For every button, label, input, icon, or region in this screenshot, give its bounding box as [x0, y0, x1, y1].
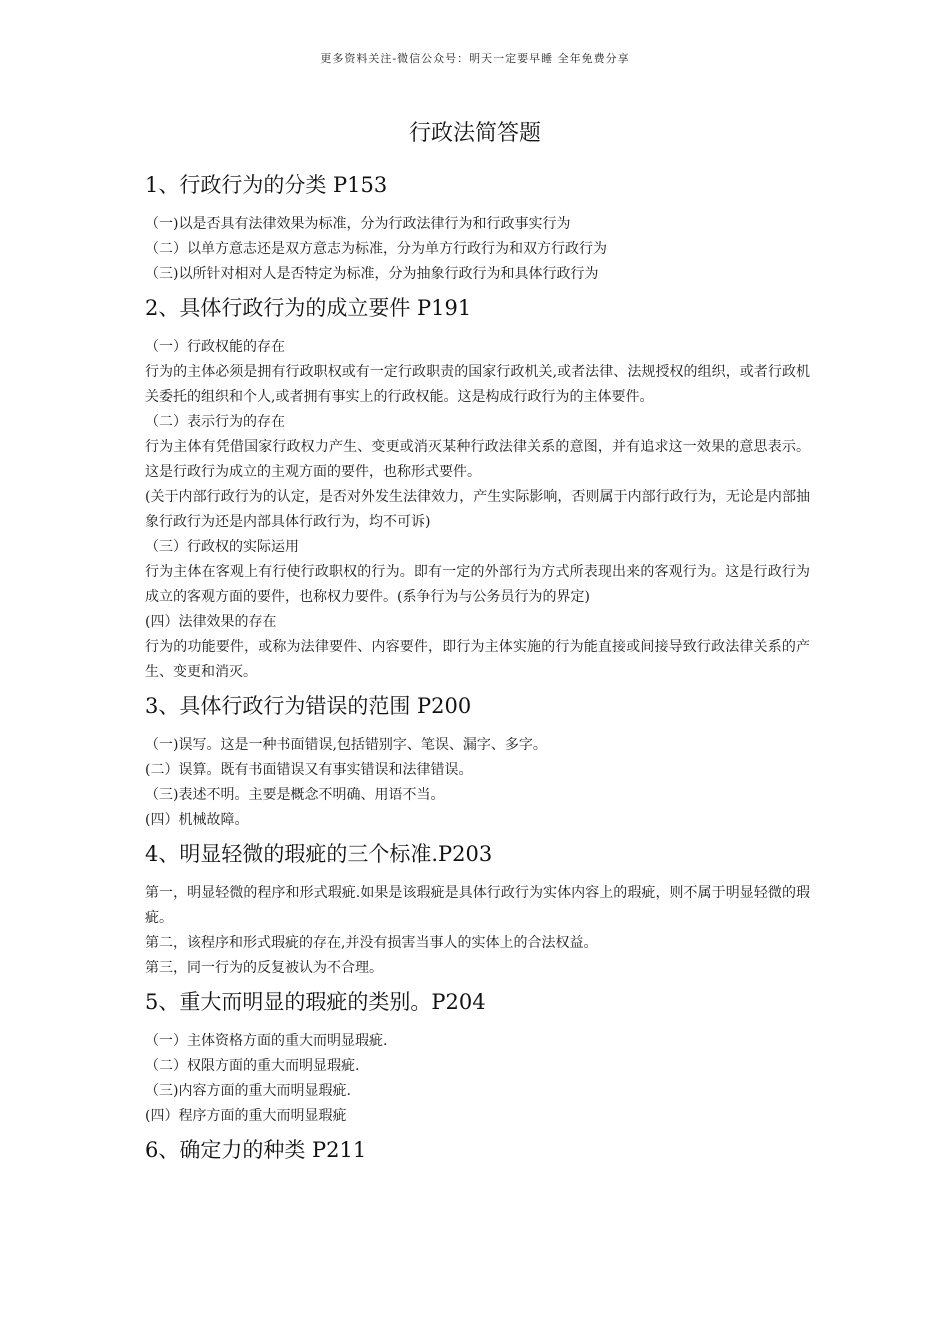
text-line: （一)以是否具有法律效果为标准，分为行政法律行为和行政事实行为 — [145, 216, 571, 232]
subheading: （三）行政权的实际运用 — [145, 539, 299, 555]
section-5 — [145, 985, 810, 1129]
paragraph: 行为主体有凭借国家行政权力产生、变更或消灭某种行政法律关系的意图，并有追求这一效果的意思表示。这是行政行为成立的主观方面的要件，也称形式要件。 — [145, 439, 810, 480]
text-line: (二）误算。既有书面错误又有事实错误和法律错误。 — [145, 762, 473, 778]
section-heading: 6、确定力的种类 P211 — [145, 1138, 367, 1162]
section-heading: 1、行政行为的分类 P153 — [145, 173, 388, 197]
text-line: (四）机械故障。 — [145, 812, 249, 828]
section-heading: 2、具体行政行为的成立要件 P191 — [145, 296, 472, 320]
text-line: 第三，同一行为的反复被认为不合理。 — [145, 960, 383, 976]
paragraph: 行为主体在客观上有行使行政职权的行为。即有一定的外部行为方式所表现出来的客观行为。这是行政行为成立的客观方面的要件，也称权力要件。(系争行为与公务员行为的界定) — [145, 564, 810, 605]
text-line: 第二，该程序和形式瑕疵的存在,并没有损害当事人的实体上的合法权益。 — [145, 935, 598, 951]
paragraph: 第一，明显轻微的程序和形式瑕疵.如果是该瑕疵是具体行政行为实体内容上的瑕疵，则不属于明显轻微的瑕疵。 — [145, 885, 810, 926]
subheading: （二）表示行为的存在 — [145, 414, 285, 430]
section-heading: 4、明显轻微的瑕疵的三个标准.P203 — [145, 842, 493, 866]
text-line: (四）程序方面的重大而明显瑕疵 — [145, 1108, 347, 1124]
subheading: (四）法律效果的存在 — [145, 614, 277, 630]
paragraph: (关于内部行政行为的认定，是否对外发生法律效力，产生实际影响，否则属于内部行政行为，无论是内部抽象行政行为还是内部具体行政行为，均不可诉) — [145, 489, 810, 530]
section-3 — [145, 689, 810, 833]
paragraph: 行为的功能要件，或称为法律要件、内容要件，即行为主体实施的行为能直接或间接导致行政法律关系的产生、变更和消灭。 — [145, 639, 810, 680]
document-title: 行政法简答题 — [408, 121, 541, 146]
document-body — [145, 168, 810, 1177]
section-heading: 5、重大而明显的瑕疵的类别。P204 — [145, 990, 486, 1014]
section-heading: 3、具体行政行为错误的范围 P200 — [145, 694, 472, 718]
text-line: （二）权限方面的重大而明显瑕疵. — [145, 1058, 360, 1074]
paragraph: 行为的主体必须是拥有行政职权或有一定行政职责的国家行政机关,或者法律、法规授权的组织，或者行政机关委托的组织和个人,或者拥有事实上的行政权能。这是构成行政行为的主体要件。 — [145, 364, 810, 405]
text-line: （一）主体资格方面的重大而明显瑕疵. — [145, 1033, 388, 1049]
page-header-banner: 更多资料关注-微信公众号：明天一定要早睡 全年免费分享 — [320, 52, 630, 65]
section-4 — [145, 837, 810, 981]
section-2 — [145, 291, 810, 685]
text-line: （三)表述不明。主要是概念不明确、用语不当。 — [145, 787, 445, 803]
text-line: （三)以所针对相对人是否特定为标准，分为抽象行政行为和具体行政行为 — [145, 266, 599, 282]
subheading: （一）行政权能的存在 — [145, 339, 285, 355]
text-line: （三)内容方面的重大而明显瑕疵. — [145, 1083, 351, 1099]
text-line: （一)误写。这是一种书面错误,包括错别字、笔误、漏字、多字。 — [145, 737, 547, 753]
section-1 — [145, 168, 810, 287]
section-6 — [145, 1133, 810, 1167]
text-line: （二）以单方意志还是双方意志为标准，分为单方行政行为和双方行政行为 — [145, 241, 607, 257]
